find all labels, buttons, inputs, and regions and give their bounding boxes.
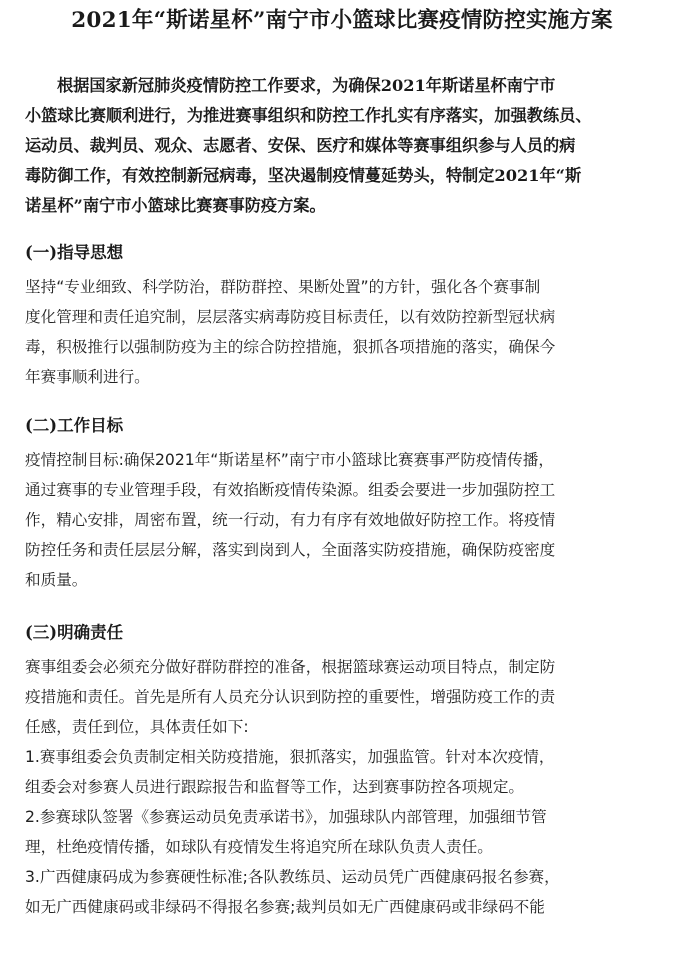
list-item-continuation: 组委会对参赛人员进行跟踪报告和监督等工作，达到赛事防控各项规定。 [25,778,525,796]
document-title: 2021年“斯诺星杯”南宁市小篮球比赛疫情防控实施方案 [71,8,613,33]
list-item-continuation: 理，杜绝疫情传播，如球队有疫情发生将追究所在球队负责人责任。 [25,838,493,856]
intro-paragraph [25,71,665,221]
section-body-responsibilities [25,652,665,922]
paragraph-line: 赛事组委会必须充分做好群防群控的准备，根据篮球赛运动项目特点，制定防 [25,658,556,676]
paragraph-line: 和质量。 [25,571,88,589]
paragraph-line: 疫措施和责任。首先是所有人员充分认识到防控的重要性，增强防疫工作的责 [25,688,556,706]
paragraph-line: 小篮球比赛顺利进行，为推进赛事组织和防控工作扎实有序落实，加强教练员、 [25,106,592,125]
section-body-work-goals [25,445,665,595]
paragraph-line: 坚持“专业细致、科学防治，群防群控、果断处置”的方针，强化各个赛事制 [25,278,541,296]
section-heading-work-goals: (二)工作目标 [25,416,124,435]
section-heading-responsibilities: (三)明确责任 [25,623,124,642]
paragraph-line: 度化管理和责任追究制，层层落实病毒防疫目标责任，以有效防控新型冠状病 [25,308,556,326]
paragraph-line: 作，精心安排，周密布置，统一行动，有力有序有效地做好防控工作。将疫情 [25,511,556,529]
paragraph-line: 通过赛事的专业管理手段，有效掐断疫情传染源。组委会要进一步加强防控工 [25,481,556,499]
paragraph-line: 毒，积极推行以强制防疫为主的综合防控措施，狠抓各项措施的落实，确保今 [25,338,556,356]
paragraph-line: 任感，责任到位，具体责任如下: [25,718,249,736]
paragraph-line: 诺星杯”南宁市小篮球比赛赛事防疫方案。 [25,196,326,215]
list-item-continuation: 如无广西健康码或非绿码不得报名参赛;裁判员如无广西健康码或非绿码不能 [25,898,545,916]
paragraph-line: 毒防御工作，有效控制新冠病毒，坚决遏制疫情蔓延势头，特制定2021年“斯 [25,166,582,185]
paragraph-line: 运动员、裁判员、观众、志愿者、安保、医疗和媒体等赛事组织参与人员的病 [25,136,576,155]
section-body-guiding-ideology [25,272,665,392]
list-item: 3.广西健康码成为参赛硬性标准;各队教练员、运动员凭广西健康码报名参赛， [25,868,560,886]
paragraph-line: 疫情控制目标:确保2021年“斯诺星杯”南宁市小篮球比赛赛事严防疫情传播， [25,451,554,469]
paragraph-line: 年赛事顺利进行。 [25,368,150,386]
paragraph-line: 防控任务和责任层层分解，落实到岗到人，全面落实防疫措施，确保防疫密度 [25,541,556,559]
section-heading-guiding-ideology: (一)指导思想 [25,243,124,262]
list-item: 1.赛事组委会负责制定相关防疫措施，狠抓落实，加强监管。针对本次疫情， [25,748,555,766]
list-item: 2.参赛球队签署《参赛运动员免责承诺书》，加强球队内部管理，加强细节管 [25,808,547,826]
paragraph-line: 根据国家新冠肺炎疫情防控工作要求，为确保2021年斯诺星杯南宁市 [57,76,556,95]
